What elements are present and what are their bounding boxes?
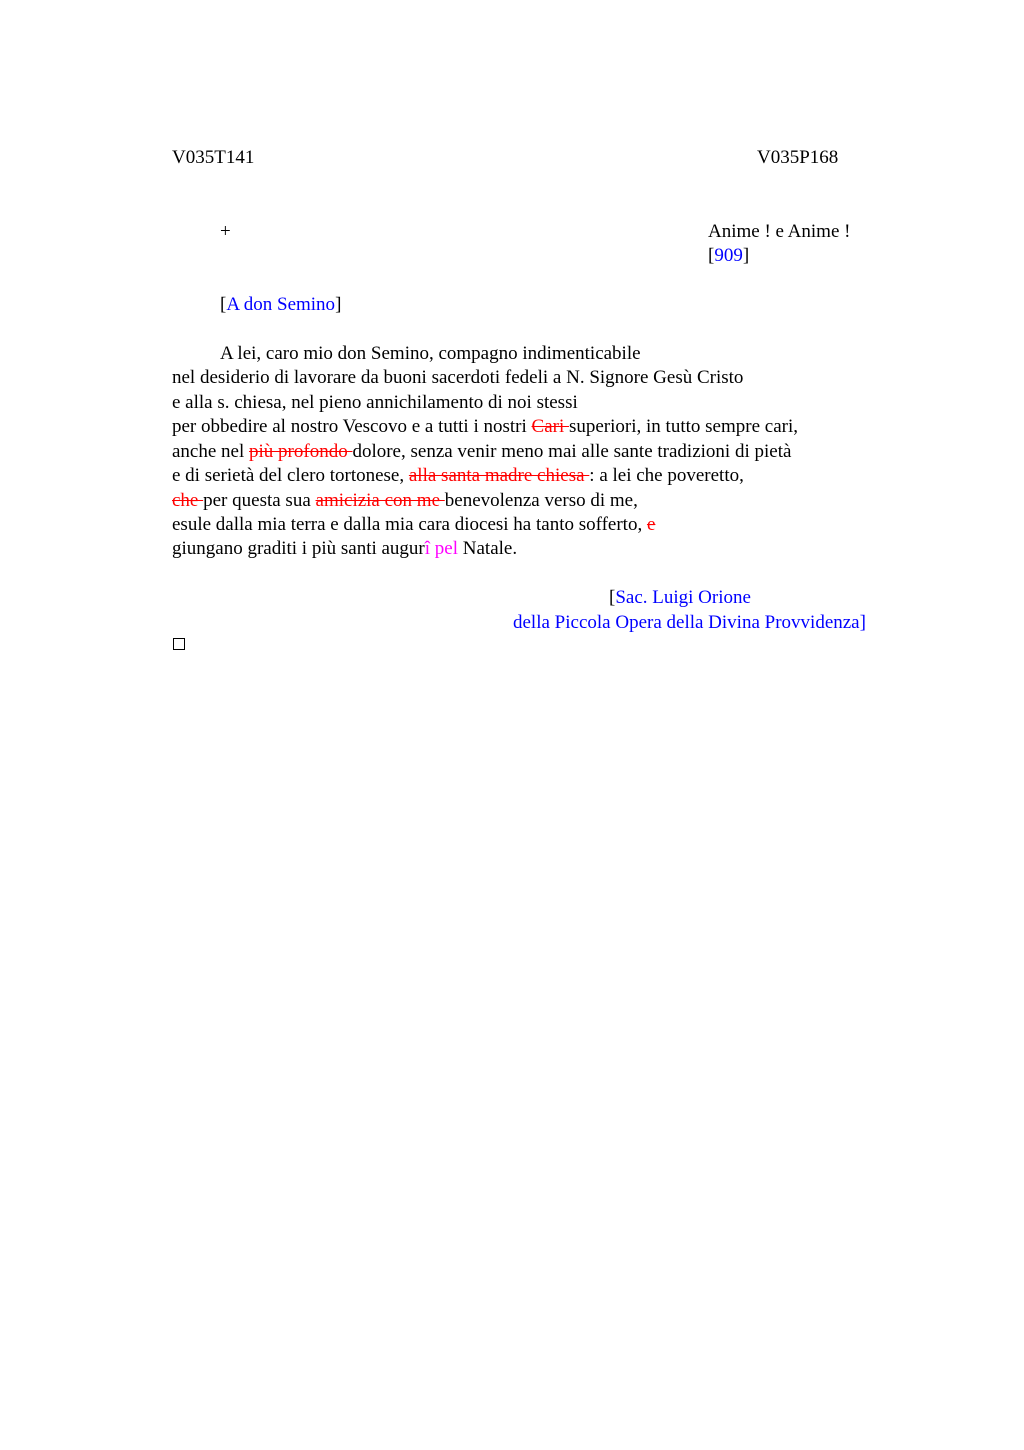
text-segment: dolore, senza venir meno mai alle sante tradizioni di pietà	[352, 441, 792, 462]
text-segment: superiori, in tutto sempre cari,	[568, 416, 798, 437]
signature-text: Sac. Luigi Orione	[615, 587, 751, 608]
body-line-1: A lei, caro mio don Semino, compagno indimenticabile	[220, 343, 641, 364]
signature-name: [Sac. Luigi Orione	[609, 587, 751, 608]
text-segment: benevolenza verso di me,	[444, 490, 638, 511]
document-code-right: V035P168	[757, 147, 839, 168]
recipient-name: A don Semino	[226, 294, 336, 315]
text-segment: : a lei che poveretto,	[589, 465, 744, 486]
deleted-text: che	[172, 490, 204, 511]
text-segment: giungano graditi i più santi augur	[172, 538, 425, 559]
body-line-2: nel desiderio di lavorare da buoni sacerdoti fedeli a N. Signore Gesù Cristo	[172, 367, 744, 388]
deleted-text: Cari	[531, 416, 569, 437]
signature-text: della Piccola Opera della Divina Provvidenza	[513, 612, 860, 633]
text-segment: anche nel	[172, 441, 250, 462]
deleted-text: più profondo	[249, 441, 353, 462]
epigraph-line: Anime ! e Anime !	[708, 221, 851, 242]
text-segment: per questa sua	[203, 490, 316, 511]
text-segment: per obbedire al nostro Vescovo e a tutti i nostri	[172, 416, 532, 437]
cross-mark: +	[220, 221, 231, 242]
text-segment: esule dalla mia terra e dalla mia cara diocesi ha tanto sofferto,	[172, 514, 647, 535]
text-segment: Natale.	[458, 538, 518, 559]
body-line-7	[172, 489, 638, 513]
body-line-9	[172, 537, 517, 561]
body-line-5	[172, 440, 791, 464]
body-line-6	[172, 464, 744, 488]
signature-org: della Piccola Opera della Divina Provvidenza]	[513, 612, 866, 633]
recipient-heading: [A don Semino]	[220, 294, 342, 315]
deleted-text: e	[646, 514, 656, 535]
body-line-3: e alla s. chiesa, nel pieno annichilamento di noi stessi	[172, 392, 578, 413]
epigraph-number: [909]	[708, 245, 750, 266]
document-code-left: V035T141	[172, 147, 255, 168]
deleted-text: alla santa madre chiesa	[408, 465, 590, 486]
body-line-8	[172, 513, 655, 537]
body-line-4	[172, 415, 798, 439]
inserted-text: î pel	[424, 538, 459, 559]
deleted-text: amicizia con me	[315, 490, 445, 511]
checkbox-icon[interactable]	[173, 638, 185, 650]
text-segment: e di serietà del clero tortonese,	[172, 465, 409, 486]
letter-number: 909	[714, 245, 743, 266]
